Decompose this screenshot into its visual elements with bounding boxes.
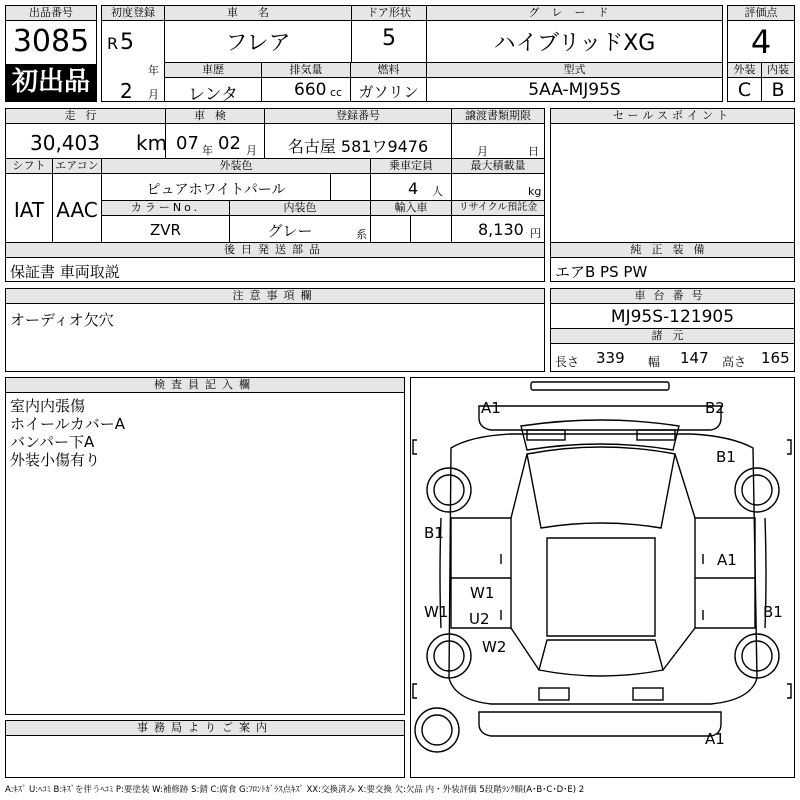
era-label: R	[107, 34, 119, 53]
damage-mark-w2: W2	[482, 638, 507, 656]
width-label: 幅	[648, 355, 661, 369]
seating-capacity-label: 乗車定員	[371, 159, 451, 173]
genuine-equipment-label: 純正装備	[551, 243, 794, 257]
registration-number: 名古屋 581ワ9476	[287, 137, 429, 156]
exterior-score-label: 外装	[728, 63, 761, 77]
chassis-number: MJ95S-121905	[610, 307, 735, 327]
air-conditioner-type: AAC	[56, 198, 98, 222]
car-name-label: 車名	[165, 6, 351, 20]
recycle-deposit-label: リサイクル預託金	[452, 201, 544, 215]
vehicle-history-label: 車歴	[165, 63, 261, 77]
lot-number: 3085	[12, 24, 90, 59]
color-number-label: カラーNo.	[102, 201, 229, 215]
inspection-month-unit: 月	[246, 144, 257, 157]
displacement-label: 排気量	[262, 63, 350, 77]
length-value: 339	[596, 349, 625, 367]
damage-mark-b1-left: B1	[424, 524, 444, 542]
damage-mark-a1-front-left: A1	[481, 399, 501, 417]
inspector-note-line: バンパー下A	[10, 433, 95, 451]
max-load-unit: kg	[528, 185, 542, 198]
damage-mark-w1-left: W1	[424, 603, 449, 621]
vehicle-history: レンタ	[188, 85, 238, 105]
color-number: ZVR	[150, 221, 181, 239]
damage-mark-b1-right-rear: B1	[763, 603, 783, 621]
specs-label: 諸元	[551, 329, 794, 343]
caution-label: 注意事項欄	[6, 289, 544, 303]
seating-capacity: 4	[408, 179, 419, 198]
damage-mark-b1-right-front: B1	[716, 448, 736, 466]
transfer-docs-deadline-label: 譲渡書類期限	[452, 109, 544, 123]
car-outline-diagram	[411, 378, 794, 777]
mileage-label: 走行	[6, 109, 165, 123]
model-code-label: 型式	[427, 63, 722, 77]
model-code: 5AA-MJ95S	[528, 80, 621, 100]
exterior-color-label: 外装色	[102, 159, 370, 173]
fuel-type: ガソリン	[358, 83, 419, 101]
max-load-label: 最大積載量	[452, 159, 544, 173]
later-parts: 保証書 車両取説	[10, 263, 120, 281]
office-notice-label: 事務局よりご案内	[6, 721, 404, 735]
height-value: 165	[761, 349, 790, 367]
inspector-note-line: ホイールカバーA	[10, 415, 125, 433]
registration-number-label: 登録番号	[265, 109, 451, 123]
inspector-note-line: 外装小傷有り	[10, 451, 101, 469]
damage-mark-u2: U2	[469, 610, 490, 628]
shift-label: シフト	[6, 159, 52, 173]
inspector-notes-label: 検査員記入欄	[6, 378, 404, 392]
displacement: 660	[294, 80, 327, 100]
later-parts-label: 後日発送部品	[6, 243, 544, 257]
genuine-equipment: エアB PS PW	[555, 263, 648, 281]
inspection-label: 車検	[166, 109, 264, 123]
recycle-deposit: 8,130	[478, 220, 524, 239]
mileage-unit: km	[136, 131, 168, 155]
width-value: 147	[680, 349, 709, 367]
damage-mark-w1-center: W1	[470, 584, 495, 602]
length-label: 長さ	[555, 355, 580, 369]
import-car-label: 輸入車	[371, 201, 451, 215]
height-label: 高さ	[722, 355, 747, 369]
grade: ハイブリッドXG	[493, 31, 656, 56]
grade-label: グレード	[427, 6, 722, 20]
chassis-number-label: 車台番号	[551, 289, 794, 303]
inspection-month: 02	[218, 133, 241, 154]
year-unit: 年	[148, 64, 159, 77]
interior-color-label: 内装色	[230, 201, 370, 215]
score-label: 評価点	[728, 6, 794, 20]
first-registration-month: 2	[120, 79, 133, 103]
first-registration-year: 5	[120, 30, 134, 55]
transfer-day: 日	[528, 145, 539, 158]
fuel-label: 燃料	[351, 63, 426, 77]
recycle-unit: 円	[530, 227, 541, 240]
capacity-unit: 人	[432, 185, 443, 198]
overall-score: 4	[750, 23, 772, 61]
damage-mark-a1-rear: A1	[705, 730, 725, 748]
transfer-month: 月	[477, 145, 488, 158]
exterior-color: ピュアホワイトパール	[146, 182, 286, 198]
caution-text: オーディオ欠穴	[10, 311, 114, 329]
mileage: 30,403	[30, 131, 100, 155]
damage-legend: A:ｷｽﾞ U:ﾍｺﾐ B:ｷｽﾞを伴うﾍｺﾐ P:要塗装 W:補修跡 S:錆 C:腐食 G:ﾌﾛﾝﾄｶﾞﾗｽ点ｷｽﾞ XX:交換済み X:要交換 欠:欠品 内・外装評価 5段階ﾗﾝｸ順(A･B･C･D･E) 2	[5, 785, 585, 795]
interior-color-unit: 系	[356, 228, 367, 241]
inspection-year-unit: 年	[202, 144, 213, 157]
first-registration-label: 初度登録	[102, 6, 164, 20]
inspector-note-line: 室内内張傷	[10, 397, 86, 415]
inspection-year: 07	[176, 133, 199, 154]
first-listing-badge: 初出品	[6, 64, 96, 101]
lot-number-label: 出品番号	[6, 6, 96, 20]
air-conditioner-label: エアコン	[53, 159, 101, 173]
sales-points-label: セールスポイント	[551, 109, 794, 123]
displacement-unit: cc	[330, 86, 343, 99]
interior-score-label: 内装	[762, 63, 794, 77]
month-unit: 月	[148, 88, 159, 101]
shift-type: IAT	[13, 198, 45, 222]
car-name: フレア	[225, 31, 291, 56]
door-type: 5	[382, 26, 396, 51]
interior-color: グレー	[267, 222, 313, 240]
damage-mark-b2-front-right: B2	[705, 399, 725, 417]
interior-score: B	[771, 79, 785, 101]
damage-mark-a1-right: A1	[717, 551, 737, 569]
exterior-score: C	[737, 79, 752, 101]
door-type-label: ドア形状	[352, 6, 426, 20]
